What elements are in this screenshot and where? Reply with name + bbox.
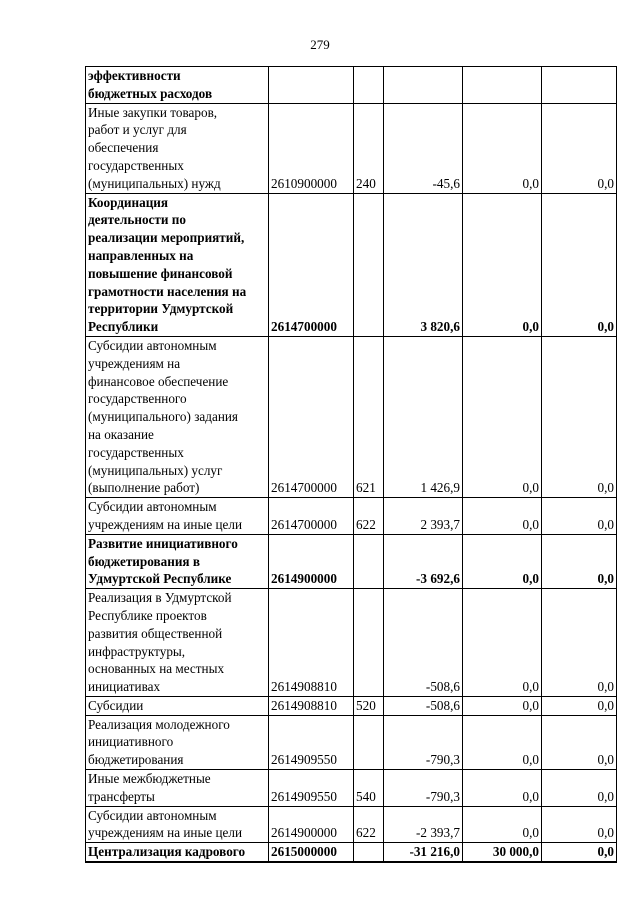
row-expense-type-cell: [354, 67, 384, 104]
row-amount-2-cell: 0,0: [463, 770, 542, 807]
budget-table: [85, 66, 617, 863]
row-expense-type-cell: 240: [354, 103, 384, 193]
row-amount-1-cell: 3 820,6: [384, 193, 463, 336]
row-amount-2-cell: 0,0: [463, 103, 542, 193]
row-name-cell: Иные закупки товаров, работ и услуг для обеспечения государственных (муниципальных) нужд: [86, 103, 269, 193]
row-code-cell: 2614908810: [269, 589, 354, 697]
row-name-cell: Субсидии автономным учреждениям на финансовое обеспечение государственного (муниципального) задания на оказание государственных (муниципальных) услуг (выполнение работ): [86, 336, 269, 497]
row-amount-2-cell: 0,0: [463, 696, 542, 715]
table-row: [86, 193, 617, 336]
row-amount-3-cell: 0,0: [542, 843, 617, 862]
table-row: [86, 498, 617, 535]
row-amount-1-cell: -790,3: [384, 715, 463, 769]
row-name-cell: Реализация в Удмуртской Республике проектов развития общественной инфраструктуры, основанных на местных инициативах: [86, 589, 269, 697]
table-row: [86, 806, 617, 843]
table-row: [86, 67, 617, 104]
row-code-cell: 2614700000: [269, 336, 354, 497]
row-amount-3-cell: 0,0: [542, 534, 617, 588]
row-amount-2-cell: 0,0: [463, 498, 542, 535]
row-code-cell: 2614908810: [269, 696, 354, 715]
table-row: [86, 715, 617, 769]
row-code-cell: 2614900000: [269, 534, 354, 588]
table-row: [86, 534, 617, 588]
row-name-cell: Развитие инициативного бюджетирования в Удмуртской Республике: [86, 534, 269, 588]
row-amount-2-cell: 0,0: [463, 193, 542, 336]
table-row: [86, 843, 617, 862]
row-code-cell: 2614900000: [269, 806, 354, 843]
row-amount-3-cell: 0,0: [542, 589, 617, 697]
row-amount-3-cell: 0,0: [542, 770, 617, 807]
row-name-cell: Субсидии: [86, 696, 269, 715]
row-code-cell: 2614700000: [269, 498, 354, 535]
row-amount-3-cell: 0,0: [542, 806, 617, 843]
row-name-cell: Субсидии автономным учреждениям на иные цели: [86, 498, 269, 535]
row-amount-3-cell: 0,0: [542, 715, 617, 769]
row-amount-3-cell: 0,0: [542, 193, 617, 336]
row-code-cell: [269, 67, 354, 104]
row-amount-3-cell: 0,0: [542, 336, 617, 497]
row-code-cell: 2614909550: [269, 715, 354, 769]
row-code-cell: 2615000000: [269, 843, 354, 862]
row-expense-type-cell: 622: [354, 498, 384, 535]
row-expense-type-cell: [354, 193, 384, 336]
table-row: [86, 589, 617, 697]
row-amount-1-cell: -3 692,6: [384, 534, 463, 588]
row-name-cell: Координация деятельности по реализации мероприятий, направленных на повышение финансовой грамотности населения на территории Удмуртской Республики: [86, 193, 269, 336]
row-expense-type-cell: 540: [354, 770, 384, 807]
row-expense-type-cell: 622: [354, 806, 384, 843]
row-amount-3-cell: [542, 67, 617, 104]
row-expense-type-cell: [354, 534, 384, 588]
row-amount-3-cell: 0,0: [542, 696, 617, 715]
row-amount-1-cell: -45,6: [384, 103, 463, 193]
page-number: 279: [310, 37, 330, 52]
row-code-cell: 2614909550: [269, 770, 354, 807]
row-amount-2-cell: 0,0: [463, 336, 542, 497]
row-amount-1-cell: 1 426,9: [384, 336, 463, 497]
row-amount-1-cell: 2 393,7: [384, 498, 463, 535]
row-amount-1-cell: -31 216,0: [384, 843, 463, 862]
row-expense-type-cell: 520: [354, 696, 384, 715]
row-amount-2-cell: 0,0: [463, 806, 542, 843]
row-name-cell: Реализация молодежного инициативного бюджетирования: [86, 715, 269, 769]
budget-table-body: [86, 67, 617, 863]
row-amount-3-cell: 0,0: [542, 103, 617, 193]
row-amount-1-cell: -508,6: [384, 589, 463, 697]
row-amount-1-cell: [384, 67, 463, 104]
row-amount-2-cell: [463, 67, 542, 104]
table-row: [86, 770, 617, 807]
row-name-cell: эффективности бюджетных расходов: [86, 67, 269, 104]
row-name-cell: Иные межбюджетные трансферты: [86, 770, 269, 807]
row-code-cell: 2610900000: [269, 103, 354, 193]
row-expense-type-cell: [354, 843, 384, 862]
row-expense-type-cell: 621: [354, 336, 384, 497]
row-name-cell: Централизация кадрового: [86, 843, 269, 862]
row-amount-2-cell: 0,0: [463, 534, 542, 588]
table-row: [86, 696, 617, 715]
row-expense-type-cell: [354, 589, 384, 697]
row-expense-type-cell: [354, 715, 384, 769]
row-amount-2-cell: 0,0: [463, 715, 542, 769]
row-code-cell: 2614700000: [269, 193, 354, 336]
table-row: [86, 103, 617, 193]
row-amount-3-cell: 0,0: [542, 498, 617, 535]
table-row: [86, 336, 617, 497]
row-amount-2-cell: 30 000,0: [463, 843, 542, 862]
row-amount-1-cell: -508,6: [384, 696, 463, 715]
row-amount-1-cell: -2 393,7: [384, 806, 463, 843]
row-amount-2-cell: 0,0: [463, 589, 542, 697]
row-amount-1-cell: -790,3: [384, 770, 463, 807]
row-name-cell: Субсидии автономным учреждениям на иные цели: [86, 806, 269, 843]
